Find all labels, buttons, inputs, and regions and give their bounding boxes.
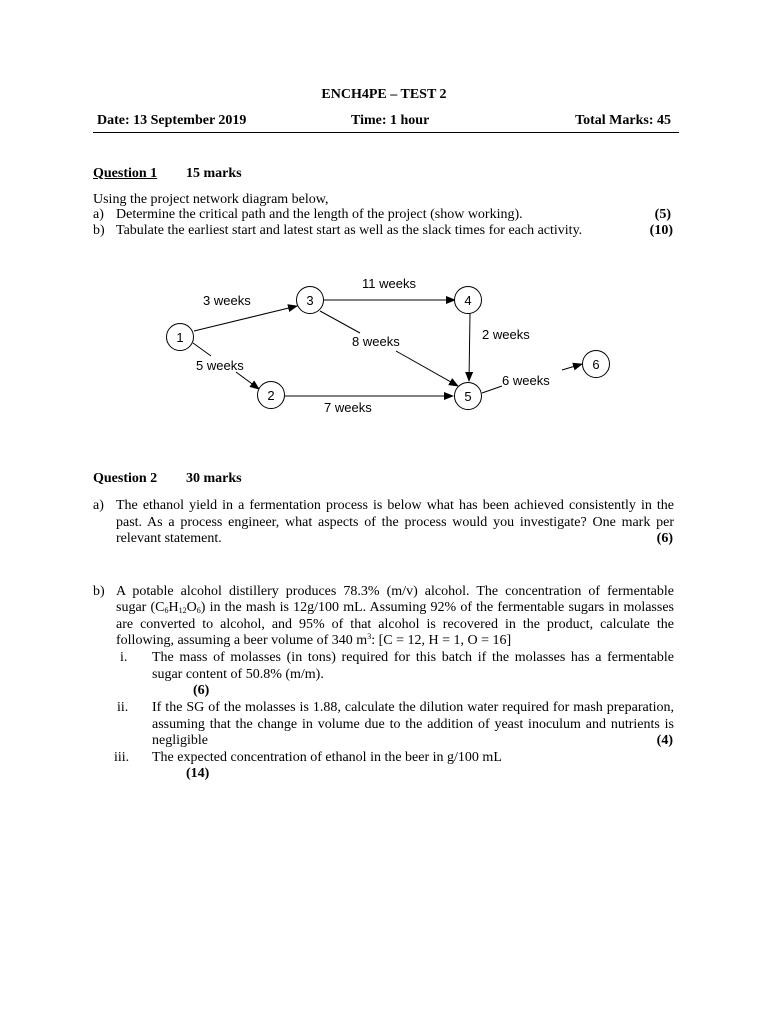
node-4 — [455, 287, 482, 314]
edge-3-5-label: 8 weeks — [352, 334, 400, 349]
q2-b-h: H — [168, 600, 179, 615]
q2-b-ii-text: If the SG of the molasses is 1.88, calculate the dilution water required for mash preparation, assuming that the change in volume due to the addition of yeast inoculum and nutrients is negligible — [152, 700, 674, 749]
q2-b-atomic-masses: : [C = 12, H = 1, O = 16] — [371, 633, 512, 648]
question-1-heading: Question 1 — [93, 166, 158, 181]
node-4-label: 4 — [464, 293, 472, 308]
total-marks: Total Marks: 45 — [575, 113, 671, 128]
q2-part-b-label: b) — [93, 584, 105, 599]
question-2-marks: 30 marks — [186, 471, 242, 486]
edge-1-3-label: 3 weeks — [203, 293, 251, 308]
q2-b-iii-mark: (14) — [186, 766, 210, 781]
edge-3-4-label: 11 weeks — [362, 276, 416, 291]
q2-part-a-text: The ethanol yield in a fermentation process is below what has been achieved consistently in the past. As a process engineer, what aspects of the process would you investigate? One mark per relevant statement. — [116, 498, 674, 547]
q2-b-i-mark: (6) — [193, 683, 210, 698]
edge-1-2 — [193, 343, 211, 356]
q2-b-sub-h: 12 — [178, 606, 187, 615]
q2-part-b-line-3: are converted to alcohol, and 95% of that alcohol is recovered in the product, calculate the — [116, 617, 674, 632]
q2-b-ii-label: ii. — [117, 700, 129, 715]
q2-part-a-label: a) — [93, 498, 104, 513]
q1-part-b-mark: (10) — [649, 223, 673, 238]
q2-b-sub-o: 6 — [196, 606, 201, 615]
q1-part-b-label: b) — [93, 223, 105, 238]
edge-1-3 — [194, 306, 297, 331]
edge-1-2-head — [236, 372, 259, 389]
q2-b-volume-text: following, assuming a beer volume of 340 m — [116, 633, 368, 648]
node-1-label: 1 — [176, 330, 184, 345]
node-5 — [455, 383, 482, 410]
q2-part-b-line-4 — [116, 633, 511, 649]
node-6 — [583, 351, 610, 378]
q2-part-b-line-2 — [116, 600, 674, 616]
node-3-label: 3 — [306, 293, 314, 308]
question-1-intro: Using the project network diagram below, — [93, 192, 329, 207]
q1-part-a-mark: (5) — [654, 207, 671, 222]
q2-b-iii-text: The expected concentration of ethanol in the beer in g/100 mL — [152, 750, 502, 765]
q2-part-b-line-1: A potable alcohol distillery produces 78.3% (m/v) alcohol. The concentration of fermentable — [116, 584, 674, 599]
q2-part-a-mark: (6) — [656, 531, 673, 546]
q1-part-a-label: a) — [93, 207, 104, 222]
q2-b-i-label: i. — [120, 650, 128, 665]
q2-b-sugar-text: sugar (C — [116, 600, 165, 615]
node-2 — [258, 382, 285, 409]
q2-b-mash-text: ) in the mash is 12g/100 mL. Assuming 92% of the fermentable sugars in molasses — [200, 600, 674, 615]
q2-b-sup-3: 3 — [367, 632, 372, 641]
edge-3-5 — [320, 311, 360, 333]
node-2-label: 2 — [267, 388, 275, 403]
q2-b-sub-c: 6 — [164, 606, 169, 615]
q2-b-ii-mark: (4) — [656, 733, 673, 748]
edge-1-2-label: 5 weeks — [196, 358, 244, 373]
q1-part-a-text: Determine the critical path and the length of the project (show working). — [116, 207, 523, 222]
question-2-heading: Question 2 — [93, 471, 158, 486]
question-1-marks: 15 marks — [186, 166, 242, 181]
edge-5-6-head — [562, 364, 582, 370]
edge-3-5-head — [396, 351, 458, 386]
node-3 — [297, 287, 324, 314]
edge-5-6 — [482, 386, 502, 393]
project-network-diagram — [0, 0, 768, 440]
edge-4-5-label: 2 weeks — [482, 327, 530, 342]
test-duration: Time: 1 hour — [351, 113, 430, 128]
node-5-label: 5 — [464, 389, 472, 404]
q2-b-iii-label: iii. — [114, 750, 130, 765]
q1-part-b-text: Tabulate the earliest start and latest start as well as the slack times for each activity. — [116, 223, 583, 238]
edge-5-6-label: 6 weeks — [502, 373, 550, 388]
test-date: Date: 13 September 2019 — [97, 113, 247, 128]
edge-2-5-label: 7 weeks — [324, 400, 372, 415]
q2-b-i-text: The mass of molasses (in tons) required for this batch if the molasses has a fermentable sugar content of 50.8% (m/m). — [152, 650, 674, 682]
q2-b-o: O — [186, 600, 197, 615]
edge-4-5 — [469, 313, 470, 381]
node-6-label: 6 — [592, 357, 600, 372]
node-1 — [167, 324, 194, 351]
page-title: ENCH4PE – TEST 2 — [321, 87, 447, 102]
